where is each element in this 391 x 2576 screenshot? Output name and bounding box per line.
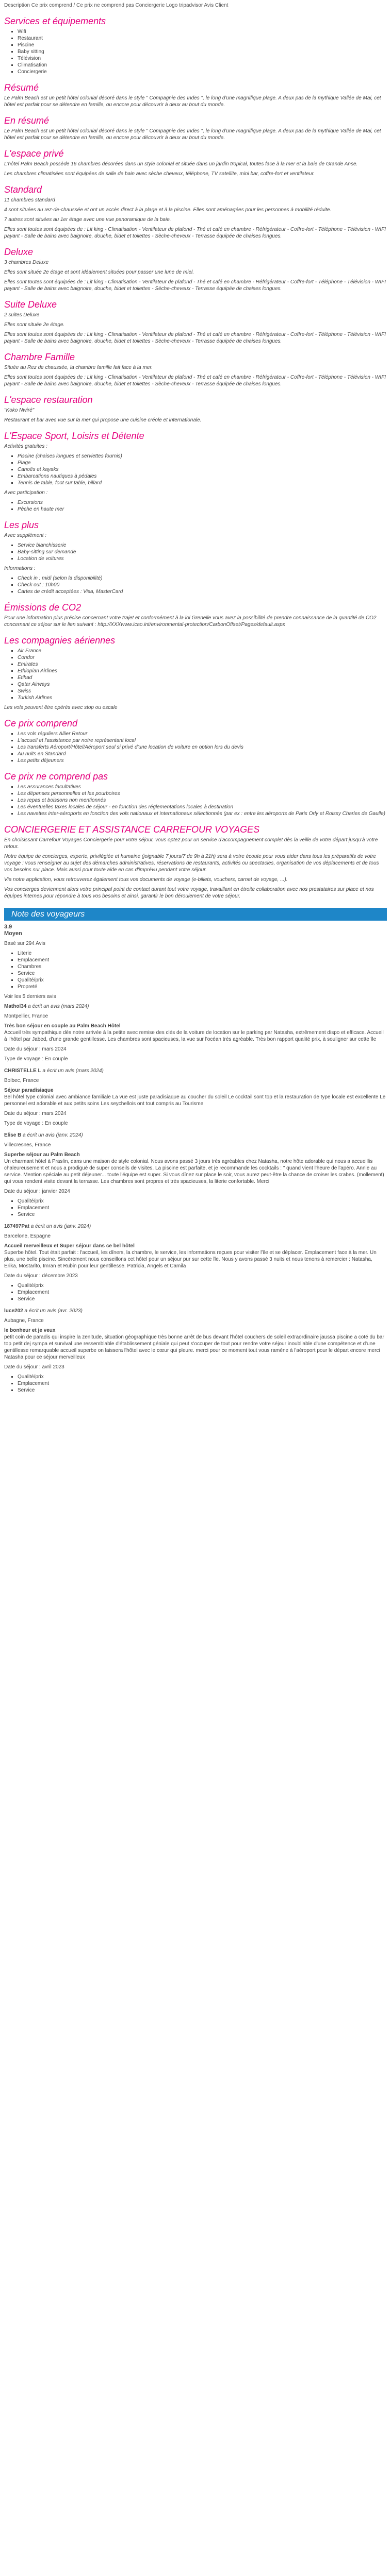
review-stay-date: Date du séjour : avril 2023 (4, 1364, 64, 1370)
famille-p1: Elles sont toutes sont équipées de : Lit king - Climatisation - Ventilateur de plafond - Thé et café en chambre - Réfrigérateur - Coffre-fort - Téléphone - Télévision - WIFI payant - Salle de bains avec baignoire, douche, bidet et toilettes - Sèche-cheveux - Terrasse équipée de chaises longues. (4, 375, 386, 387)
review-title: Séjour paradisiaque (4, 1088, 54, 1093)
review-stay-date: Date du séjour : décembre 2023 (4, 1273, 78, 1279)
espace-prive-title: L'espace privé (4, 148, 64, 159)
espace-prive-p2: Les chambres climatisées sont équipées de salle de bain avec sèche cheveux, téléphone, TV satellite, mini bar, coffre-fort et ventilateur. (4, 171, 315, 177)
sport-title: L'Espace Sport, Loisirs et Détente (4, 431, 144, 441)
review-author: luce202 (4, 1308, 23, 1314)
review-stay-date: Date du séjour : mars 2024 (4, 1046, 67, 1052)
rating-based: Basé sur 294 Avis (4, 941, 45, 946)
list-item: ▪ Emplacement (18, 1205, 387, 1211)
review-text: Accueil très sympathique dès notre arrivée à la petite avec remise des clés de la voiture de location sur le parking par Natasha, extrêmement dispo et efficace. Accueil à l'hôtel par Jabed, d'une grande gentillesse. Les chambres sont spacieuses, la vue sur l'océan très agréable. Très bon rapport qualité prix, à souligner sur cette île (4, 1030, 384, 1042)
list-item: ▪ Propreté (18, 984, 387, 990)
list-item: ▪ Emplacement (18, 1380, 387, 1387)
famille-title: Chambre Famille (4, 352, 75, 362)
review-text: petit coin de paradis qui inspire la zenitude, situation géographique très bonne arrêt de bus devant l'hôtel couchers de soleil extraordinaire jaussa piscine a coté du bar top petit dej sympa et survival une ressemblable d'établissement géniale qui peut s'occuper de tout pour rendre votre séjour inoubliable d'une compétence et d'une gentillesse remarquable accueil superbe on laissera l'hôtel avec le cœur qui pleure. merci pour ce moment tout vous ramène à l'aéroport pour le départ encore merci Natasha pour ce séjour merveilleux (4, 1334, 384, 1360)
review-stay-date: Date du séjour : janvier 2024 (4, 1189, 70, 1194)
list-item: ▪ Climatisation (18, 62, 387, 69)
review-item (4, 1223, 387, 1302)
review-criteria (4, 1198, 387, 1218)
list-item: ▪ Cartes de crédit acceptées : Visa, MasterCard (18, 588, 387, 595)
list-item: ▪ Les petits déjeuners (18, 757, 387, 764)
list-item: ▪ Turkish Airlines (18, 694, 387, 701)
review-text: Un charmant hôtel à Praslin, dans une maison de style colonial. Nous avons passé 3 jours très agréables chez Natasha, notre hôte adorable qui nous a accueillis chaleureusement et nous a prodigué de super conseils de visites. La piscine est parfaite, et je recommande les cocktails : " quand vient l'heure de l'apéro. Annie au service. Mention spéciale au petit déjeuner... toute l'équipe est super. Si vous dînez sur place le soir, vous aurez peut-être la chance de croiser les crabes. (mollement) qui vous rendent visite devant la terrasse. Les chambres sont propres et très spacieuses, la literie confortable. Merci (4, 1159, 384, 1184)
list-item: ▪ Les vols réguliers Allier Retour (18, 731, 387, 737)
list-item: ▪ Baby sitting (18, 48, 387, 55)
list-item: ▪ Service blanchisserie (18, 542, 387, 549)
standard-title: Standard (4, 184, 42, 195)
sport-paid-list (4, 499, 387, 513)
review-date-written: a écrit un avis (janv. 2024) (23, 1132, 83, 1138)
review-title: Superbe séjour au Palm Beach (4, 1152, 80, 1158)
review-author: CHRISTELLE L (4, 1068, 41, 1074)
list-item: ▪ Check in : midi (selon la disponibilité) (18, 575, 387, 582)
review-criteria (4, 1374, 387, 1394)
review-text: Superbe hôtel. Tout était parfait : l'accueil, les dîners, la chambre, le service, les informations reçues pour visiter l'île et se déplacer. Emplacement face à la mer. Un plus, une belle piscine. Sincèrement nous conseillons cet hôtel pour un séjour pur sur cette île. Nous y avons passé 3 nuits et nous tenons à remercier : Natasha, Erika, Mostarito, Imran et Rubin pour leur gentillesse. Patricia, Angels et Camila (4, 1250, 377, 1269)
sport-intro: Activités gratuites : (4, 444, 47, 449)
prix-comprend-title: Ce prix comprend (4, 718, 78, 728)
list-item: ▪ Ethiopian Airlines (18, 668, 387, 674)
airlines-title: Les compagnies aériennes (4, 635, 116, 646)
list-item: ▪ Emplacement (18, 957, 387, 963)
list-item: ▪ Qualité/prix (18, 1198, 387, 1205)
enresume-title: En résumé (4, 115, 50, 126)
list-item: ▪ Service (18, 1211, 387, 1218)
list-item: ▪ Les transferts Aéroport/Hôtel/Aéroport seul si privé d'une location de voiture en option lors du devis (18, 744, 387, 751)
review-date-written: a écrit un avis (avr. 2023) (24, 1308, 83, 1314)
co2-text[interactable]: Pour une information plus précise concernant votre trajet et conformément à la loi Grenelle vous avez la possibilité de prendre connaissance de la quantité de CO2 concernant ce séjour sur le lien suivant : http://XXXwww.icao.int/environmental-protection/CarbonOffset/Pages/default.aspx (4, 615, 377, 628)
list-item: ▪ Qatar Airways (18, 681, 387, 688)
review-title: Accueil merveilleux et Super séjour dans ce bel hôtel (4, 1243, 135, 1249)
standard-p3: Elles sont toutes sont équipées de : Lit king - Climatisation - Ventilateur de plafond - Thé et café en chambre - Réfrigérateur - Coffre-fort - Téléphone - Télévision - WIFI payant - Salle de bains avec baignoire, douche, bidet et toilettes - Sèche-cheveux - Terrasse équipée de chaises longues. (4, 227, 386, 239)
suite-subtitle: 2 suites Deluxe (4, 312, 40, 318)
list-item: ▪ Check out : 10h00 (18, 582, 387, 588)
services-list (4, 28, 387, 75)
list-item: ▪ Pêche en haute mer (18, 506, 387, 513)
list-item: ▪ Service (18, 1296, 387, 1302)
list-item: ▪ Les repas et boissons non mentionnés (18, 797, 387, 804)
review-location: Barcelone, Espagne (4, 1233, 51, 1239)
list-item: ▪ Conciergerie (18, 69, 387, 75)
list-item: ▪ L'accueil et l'assistance par notre représentant local (18, 737, 387, 744)
resume-text: Le Palm Beach est un petit hôtel colonial décoré dans le style " Compagnie des Indes ", le long d'une magnifique plage. A deux pas de la mythique Vallée de Mai, cet hôtel est parfait pour se détendre en famille, ou encore pour découvrir à deux au bout du monde. (4, 95, 381, 108)
prix-comprend-list (4, 731, 387, 764)
review-item (4, 1308, 387, 1394)
conciergerie-title: CONCIERGERIE ET ASSISTANCE CARREFOUR VOYAGES (4, 824, 260, 835)
co2-title: Émissions de CO2 (4, 602, 82, 613)
deluxe-p1: Elles sont située 2e étage et sont idéalement situées pour passer une lune de miel. (4, 269, 194, 275)
services-title: Services et équipements (4, 16, 106, 26)
standard-p1: 4 sont situées au rez-de-chaussée et ont un accès direct à la plage et à la piscine. Elles sont aménagées pour les personnes à mobilité réduite. (4, 207, 332, 213)
conciergerie-p1: En choisissant Carrefour Voyages Conciergerie pour votre séjour, vous optez pour un service d'accompagnement complet dès la veille de votre départ jusqu'à votre retour. (4, 837, 378, 850)
list-item: ▪ Location de voitures (18, 555, 387, 562)
famille-subtitle: Située au Rez de chaussée, la chambre famille fait face à la mer. (4, 365, 153, 370)
list-item: ▪ Wifi (18, 28, 387, 35)
airlines-note: Les vols peuvent être opérés avec stop ou escale (4, 705, 118, 710)
list-item: ▪ Qualité/prix (18, 1282, 387, 1289)
review-criteria (4, 1282, 387, 1302)
conciergerie-p4: Vos concierges deviennent alors votre principal point de contact durant tout votre voyage, travaillant en étroite collaboration avec nos prestataires sur place et nos équipes internes pour répondre à tous vos besoins et ainsi, garantir le bon déroulement de votre séjour. (4, 887, 374, 899)
resume-title: Résumé (4, 82, 39, 93)
list-item: ▪ Embarcations nautiques à pédales (18, 473, 387, 480)
conciergerie-p2: Notre équipe de concierges, experte, privilégiée et humaine (joignable 7 jours/7 de 9h à 21h) sera à votre écoute pour vous aider dans tous les préparatifs de votre voyage : vous renseigner au sujet des démarches administratives, réservations de restaurants, activités ou spectacles, organisation de vos déplacements et de tous vos besoins sur place. Mais aussi pour toute aide en cas d'imprévu pendant votre séjour. (4, 854, 379, 873)
restauration-subtitle: "Koko Nwiré" (4, 408, 35, 413)
list-item: ▪ Service (18, 970, 387, 977)
reviews-band: Note des voyageurs (4, 908, 387, 921)
suite-title: Suite Deluxe (4, 299, 57, 310)
review-type: Type de voyage : En couple (4, 1056, 68, 1062)
rating-criteria (4, 950, 387, 990)
list-item: ▪ Swiss (18, 688, 387, 694)
list-item: ▪ Restaurant (18, 35, 387, 42)
review-item (4, 1067, 387, 1127)
review-author: 187497Pat (4, 1224, 29, 1229)
rating-score: 3.9 (4, 924, 12, 930)
standard-subtitle: 11 chambres standard (4, 197, 55, 203)
plus-intro: Avec supplément : (4, 533, 47, 538)
review-author: Elise B (4, 1132, 22, 1138)
list-item: ▪ Les assurances facultatives (18, 784, 387, 790)
deluxe-subtitle: 3 chambres Deluxe (4, 260, 49, 265)
sport-free-list (4, 453, 387, 486)
suite-p1: Elles sont située 2e étage. (4, 322, 65, 328)
review-location: Aubagne, France (4, 1318, 44, 1324)
restauration-title: L'espace restauration (4, 395, 93, 405)
list-item: ▪ Literie (18, 950, 387, 957)
plus-list (4, 542, 387, 562)
review-date-written: a écrit un avis (mars 2024) (42, 1068, 104, 1074)
list-item: ▪ Qualité/prix (18, 977, 387, 984)
plus-title: Les plus (4, 520, 39, 530)
deluxe-title: Deluxe (4, 247, 34, 257)
airlines-list (4, 648, 387, 701)
review-date-written: a écrit un avis (mars 2024) (28, 1004, 89, 1009)
top-navigation-text: Description Ce prix comprend / Ce prix ne comprend pas Conciergerie Logo tripadvisor Avis Client (4, 3, 229, 8)
review-location: Villecresnes, France (4, 1142, 51, 1148)
list-item: ▪ Les éventuelles taxes locales de séjour - en fonction des réglementations locales à destination (18, 804, 387, 810)
enresume-text: Le Palm Beach est un petit hôtel colonial décoré dans le style " Compagnie des Indes ", le long d'une magnifique plage. A deux pas de la mythique Vallée de Mai, cet hôtel est parfait pour se détendre en famille, ou encore pour découvrir à deux au bout du monde. (4, 128, 381, 141)
list-item: ▪ Chambres (18, 963, 387, 970)
list-item: ▪ Emirates (18, 661, 387, 668)
standard-p2: 7 autres sont situées au 1er étage avec une vue panoramique de la baie. (4, 217, 171, 223)
plus-info-intro: Informations : (4, 566, 36, 571)
list-item: ▪ Télévision (18, 55, 387, 62)
list-item: ▪ Etihad (18, 674, 387, 681)
review-stay-date: Date du séjour : mars 2024 (4, 1111, 67, 1116)
list-item: ▪ Qualité/prix (18, 1374, 387, 1380)
review-location: Montpellier, France (4, 1013, 48, 1019)
list-item: ▪ Les navettes inter-aéroports en fonction des vols nationaux et internationaux sélectionnés (par ex : entre les aéroports de Paris Orly et Roissy Charles de Gaulle) (18, 810, 387, 817)
review-title: le bonheur et je veux (4, 1328, 56, 1333)
rating-label: Moyen (4, 930, 22, 937)
conciergerie-p3: Via notre application, vous retrouverez également tous vos documents de voyage (e-billets, vouchers, carnet de voyage, ...). (4, 877, 288, 883)
list-item: ▪ Piscine (chaises longues et serviettes fournis) (18, 453, 387, 460)
prix-ne-comprend-list (4, 784, 387, 817)
review-date-written: a écrit un avis (janv. 2024) (30, 1224, 91, 1229)
list-item: ▪ Emplacement (18, 1289, 387, 1296)
restauration-p1: Restaurant et bar avec vue sur la mer qui propose une cuisine créole et internationale. (4, 417, 202, 423)
list-item: ▪ Les dépenses personnelles et les pourboires (18, 790, 387, 797)
prix-ne-comprend-title: Ce prix ne comprend pas (4, 771, 108, 782)
list-item: ▪ Au nuits en Standard (18, 751, 387, 757)
suite-p2: Elles sont toutes sont équipées de : Lit king - Climatisation - Ventilateur de plafond - Thé et café en chambre - Réfrigérateur - Coffre-fort - Téléphone - Télévision - WIFI payant - Salle de bains avec baignoire, douche, bidet et toilettes - Sèche-cheveux - Terrasse équipée de chaises longues. (4, 332, 386, 344)
espace-prive-p1: L'hôtel Palm Beach possède 16 chambres décorées dans un style colonial et située dans un jardin tropical, toutes face à la mer et la baie de Grande Anse. (4, 161, 358, 167)
list-item: ▪ Baby-sitting sur demande (18, 549, 387, 555)
review-item (4, 1003, 387, 1062)
list-item: ▪ Canoës et kayaks (18, 466, 387, 473)
list-item: ▪ Piscine (18, 42, 387, 48)
review-item (4, 1132, 387, 1218)
deluxe-p2: Elles sont toutes sont équipées de : Lit king - Climatisation - Ventilateur de plafond - Thé et café en chambre - Réfrigérateur - Coffre-fort - Téléphone - Télévision - WIFI payant - Salle de bains avec baignoire, douche, bidet et toilettes - Sèche-cheveux - Terrasse équipée de chaises longues. (4, 279, 386, 292)
list-item: ▪ Condor (18, 654, 387, 661)
list-item: ▪ Excursions (18, 499, 387, 506)
review-type: Type de voyage : En couple (4, 1121, 68, 1126)
list-item: ▪ Air France (18, 648, 387, 654)
list-item: ▪ Plage (18, 460, 387, 466)
list-item: ▪ Service (18, 1387, 387, 1394)
review-author: Mathol34 (4, 1004, 27, 1009)
sport-paid-intro: Avec participation : (4, 490, 48, 496)
list-item: ▪ Tennis de table, foot sur table, billard (18, 480, 387, 486)
plus-info-list (4, 575, 387, 595)
review-text: Bel hôtel type colonial avec ambiance familiale La vue est juste paradisiaque au coucher du soleil Le cocktail sont top et la restauration de type locale est excellente Le personnel est adorable et aux petits soins Les seychellois ont tout compris au Tourisme (4, 1094, 386, 1107)
review-location: Bolbec, France (4, 1078, 39, 1083)
reviews-count[interactable]: Voir les 5 derniers avis (4, 994, 56, 999)
review-title: Très bon séjour en couple au Palm Beach Hôtel (4, 1023, 121, 1029)
